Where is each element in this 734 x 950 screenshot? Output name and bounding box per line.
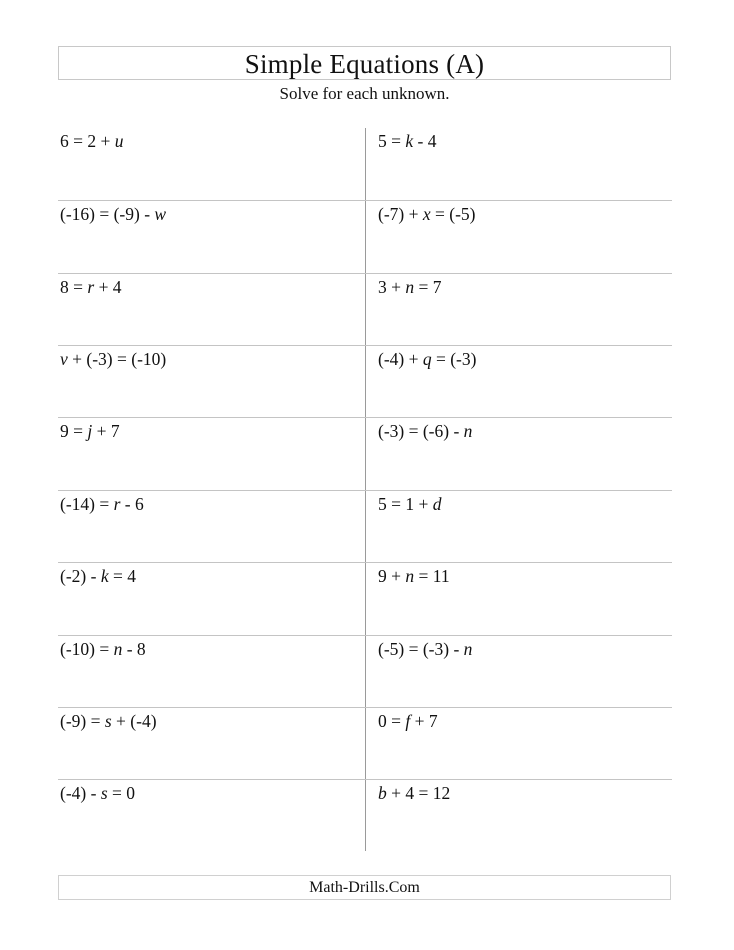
problem-8: (-4) + q = (-3)	[378, 349, 477, 369]
problem-10: (-3) = (-6) - n	[378, 421, 473, 441]
problem-1: 6 = 2 + u	[60, 131, 124, 151]
problem-14: 9 + n = 11	[378, 566, 450, 586]
problem-row	[58, 273, 672, 345]
problem-12: 5 = 1 + d	[378, 494, 442, 514]
problem-6: 3 + n = 7	[378, 277, 442, 297]
problem-20: b + 4 = 12	[378, 783, 451, 803]
problem-11: (-14) = r - 6	[60, 494, 144, 514]
problem-row	[58, 490, 672, 562]
problem-19: (-4) - s = 0	[60, 783, 135, 803]
problem-row	[58, 345, 672, 417]
problem-9: 9 = j + 7	[60, 421, 120, 441]
problem-7: v + (-3) = (-10)	[60, 349, 167, 369]
problem-16: (-5) = (-3) - n	[378, 639, 473, 659]
problem-18: 0 = f + 7	[378, 711, 438, 731]
problem-15: (-10) = n - 8	[60, 639, 146, 659]
problem-row	[58, 200, 672, 272]
problem-row	[58, 417, 672, 489]
footer-credit: Math-Drills.Com	[309, 879, 420, 896]
problem-17: (-9) = s + (-4)	[60, 711, 157, 731]
instructions: Solve for each unknown.	[279, 84, 450, 103]
page-title: Simple Equations (A)	[244, 49, 485, 79]
problem-row	[58, 707, 672, 779]
title-box	[58, 46, 671, 80]
problem-3: (-16) = (-9) - w	[60, 204, 167, 224]
problem-row	[58, 635, 672, 707]
problem-2: 5 = k - 4	[378, 131, 437, 151]
problem-row	[58, 562, 672, 634]
problem-5: 8 = r + 4	[60, 277, 122, 297]
problem-4: (-7) + x = (-5)	[378, 204, 476, 224]
problem-13: (-2) - k = 4	[60, 566, 136, 586]
footer-box	[58, 875, 671, 900]
problem-grid	[58, 128, 672, 851]
problem-row	[58, 128, 672, 200]
problem-row	[58, 779, 672, 851]
